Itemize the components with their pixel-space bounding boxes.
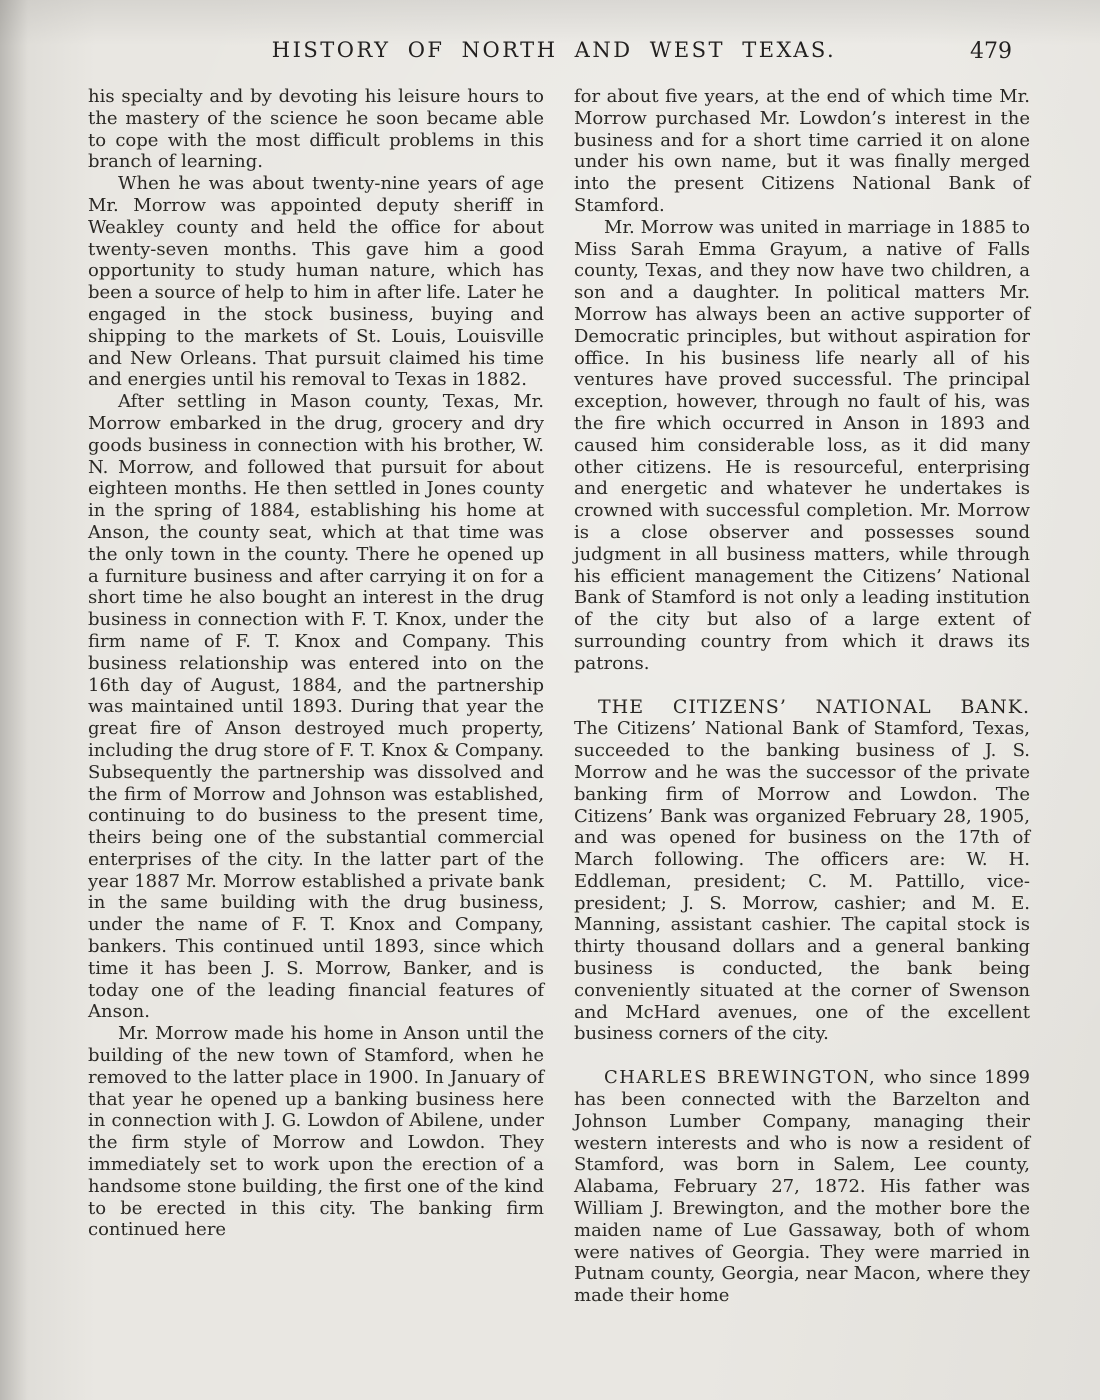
section-heading-citizens-national-bank: THE CITIZENS’ NATIONAL BANK. [598, 695, 1030, 718]
running-title: HISTORY OF NORTH AND WEST TEXAS. [271, 38, 837, 62]
left-column [88, 86, 544, 1307]
paragraph-citizens-national-bank: The Citizens’ National Bank of Stamford, Texas, succeeded to the banking business of J. S. Morrow and he was the successor of the private banking firm of Morrow and Lowdon. The Citizens’ Bank was organized February 28, 1905, and was opened for business on the 17th of March following. The officers are: W. H. Eddleman, president; C. M. Pattillo, vice-president; J. S. Morrow, cashier; and M. E. Manning, assistant cashier. The capital stock is thirty thousand dollars and a general banking business is conducted, the bank being conveniently situated at the corner of Swenson and McHard avenues, one of the excellent business corners of the city. [574, 718, 1030, 1045]
brewington-paragraph-text: who since 1899 has been connected with the Barzelton and Johnson Lumber Company, managing their western interests and who is now a resident of Stamford, was born in Salem, Lee county, Alabama, February 27, 1872. His father was William J. Brewington, and the mother bore the maiden name of Lue Gassaway, both of whom were natives of Georgia. They were married in Putnam county, Georgia, near Macon, where they made their home [574, 1067, 1030, 1307]
right-column [574, 86, 1030, 1307]
text-columns [88, 86, 1030, 1307]
paragraph: Mr. Morrow made his home in Anson until the building of the new town of Stamford, when he removed to the latter place in 1900. In January of that year he opened up a banking business here in connection with J. G. Lowdon of Abilene, under the firm style of Morrow and Lowdon. They immediately set to work upon the erection of a handsome stone building, the first one of the kind to be erected in this city. The banking firm continued here [88, 1023, 544, 1241]
paragraph-charles-brewington [574, 1067, 1030, 1307]
brewington-name-lead: CHARLES BREWINGTON, [604, 1067, 877, 1089]
paragraph: Mr. Morrow was united in marriage in 1885 to Miss Sarah Emma Grayum, a native of Falls county, Texas, and they now have two children, a son and a daughter. In political matters Mr. Morrow has always been an active supporter of Democratic principles, but without aspiration for office. In his business life nearly all of his ventures have proved successful. The principal exception, however, through no fault of his, was the fire which occurred in Anson in 1893 and caused him considerable loss, as it did many other citizens. He is resourceful, enterprising and energetic and whatever he undertakes is crowned with successful completion. Mr. Morrow is a close observer and possesses sound judgment in all business matters, while through his efficient management the Citizens’ National Bank of Stamford is not only a leading institution of the city but also of a large extent of surrounding country from which it draws its patrons. [574, 216, 1030, 674]
paragraph: After settling in Mason county, Texas, Mr. Morrow embarked in the drug, grocery and dry goods business in connection with his brother, W. N. Morrow, and followed that pursuit for about eighteen months. He then settled in Jones county in the spring of 1884, establishing his home at Anson, the county seat, which at that time was the only town in the county. There he opened up a furniture business and after carrying it on for a short time he also bought an interest in the drug business in connection with F. T. Knox, under the firm name of F. T. Knox and Company. This business relationship was entered into on the 16th day of August, 1884, and the partnership was maintained until 1893. During that year the great fire of Anson destroyed much property, including the drug store of F. T. Knox & Company. Subsequently the partnership was dissolved and the firm of Morrow and Johnson was established, continuing to do business to the present time, theirs being one of the substantial commercial enterprises of the city. In the latter part of the year 1887 Mr. Morrow established a private bank in the same building with the drug business, under the name of F. T. Knox and Company, bankers. This continued until 1893, since which time it has been J. S. Morrow, Banker, and is today one of the leading financial features of Anson. [88, 391, 544, 1023]
paragraph-continuation: for about five years, at the end of which time Mr. Morrow purchased Mr. Lowdon’s interest in the business and for a short time carried it on alone under his own name, but it was finally merged into the present Citizens National Bank of Stamford. [574, 86, 1030, 216]
paragraph: When he was about twenty-nine years of age Mr. Morrow was appointed deputy sheriff in Weakley county and held the office for about twenty-seven months. This gave him a good opportunity to study human nature, which has been a source of help to him in after life. Later he engaged in the stock business, buying and shipping to the markets of St. Louis, Louisville and New Orleans. That pursuit claimed his time and energies until his removal to Texas in 1882. [88, 173, 544, 391]
page-header [88, 38, 1020, 70]
page-number: 479 [970, 39, 1012, 64]
paragraph-continuation: his specialty and by devoting his leisure hours to the mastery of the science he soon became able to cope with the most difficult problems in this branch of learning. [88, 86, 544, 173]
